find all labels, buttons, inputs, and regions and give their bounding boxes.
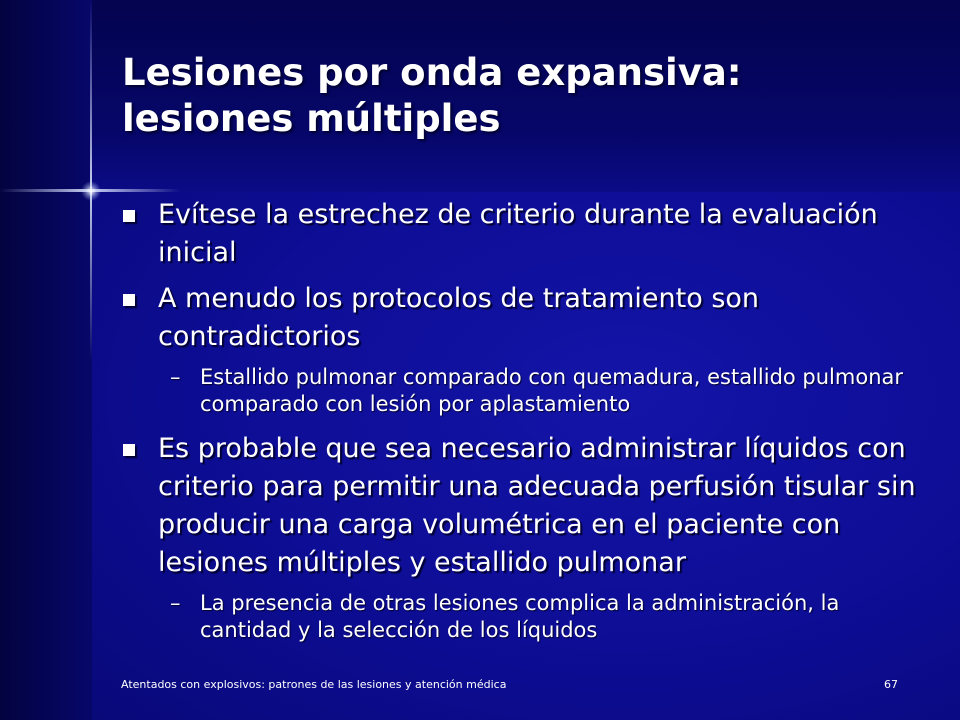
bullet-text: Es probable que sea necesario administrar líquidos con criterio para permitir una adecuada perfusión tisular sin producir una carga volumétrica en el paciente con lesiones múltiples y estallido pulmonar bbox=[158, 433, 916, 578]
footer-text: Atentados con explosivos: patrones de las lesiones y atención médica bbox=[121, 678, 507, 691]
bullet-list bbox=[118, 196, 918, 656]
sub-bullet-text: Estallido pulmonar comparado con quemadura, estallido pulmonar comparado con lesión por aplastamiento bbox=[200, 365, 904, 416]
bullet-item-3 bbox=[118, 430, 918, 582]
square-bullet-icon bbox=[123, 210, 135, 222]
sub-bullet-item-2 bbox=[118, 364, 918, 418]
slide-title-line-1: Lesiones por onda expansiva: bbox=[122, 51, 742, 94]
star-flare-vertical bbox=[90, 0, 92, 360]
sub-bullet-text: La presencia de otras lesiones complica la administración, la cantidad y la selección de los líquidos bbox=[200, 591, 840, 642]
bullet-text: Evítese la estrechez de criterio durante la evaluación inicial bbox=[158, 199, 878, 268]
page-number: 67 bbox=[884, 678, 898, 691]
left-band bbox=[0, 0, 92, 720]
bullet-text: A menudo los protocolos de tratamiento son contradictorios bbox=[158, 283, 760, 352]
star-icon bbox=[81, 181, 101, 201]
slide-title bbox=[122, 50, 922, 142]
bullet-item-1 bbox=[118, 196, 918, 272]
sub-bullet-item-3 bbox=[118, 590, 918, 644]
dash-bullet-icon: – bbox=[170, 365, 181, 389]
slide-title-line-2: lesiones múltiples bbox=[122, 97, 501, 140]
square-bullet-icon bbox=[123, 444, 135, 456]
dash-bullet-icon: – bbox=[170, 591, 181, 615]
square-bullet-icon bbox=[123, 294, 135, 306]
bullet-item-2 bbox=[118, 280, 918, 356]
